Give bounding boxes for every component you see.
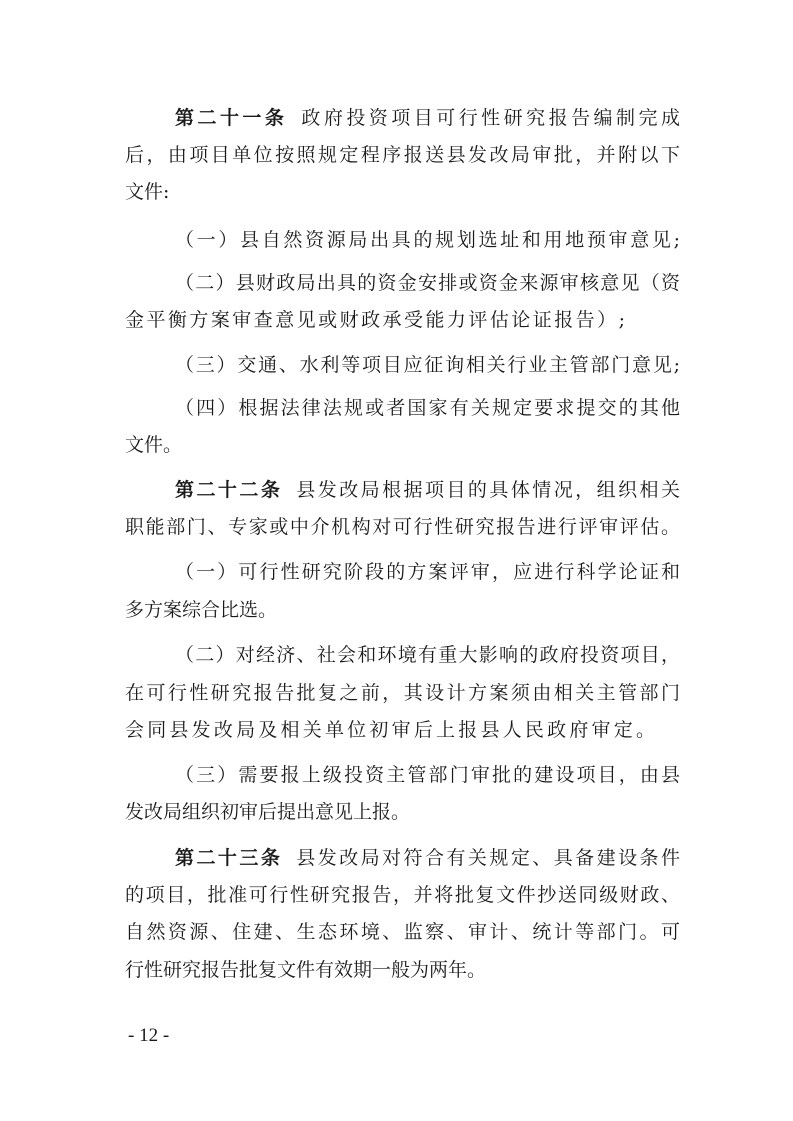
- article-heading: 第二十一条: [175, 107, 288, 129]
- text-line: 职能部门、专家或中介机构对可行性研究报告进行评审评估。: [125, 516, 680, 538]
- text-line: 会同县发改局及相关单位初审后上报县人民政府审定。: [125, 719, 655, 741]
- list-item: （二）对经济、社会和环境有重大影响的政府投资项目，: [175, 644, 680, 666]
- text-line: 多方案综合比选。: [125, 599, 278, 621]
- text-line: 自然资源、住建、生态环境、监察、审计、统计等部门。可: [125, 921, 680, 943]
- article-heading-line: [175, 478, 680, 502]
- article-heading: 第二十二条: [175, 479, 283, 501]
- list-item: （三）交通、水利等项目应征询相关行业主管部门意见;: [175, 354, 680, 376]
- text-line: 在可行性研究报告批复之前，其设计方案须由相关主管部门: [125, 682, 680, 704]
- article-heading-line: [175, 106, 680, 130]
- text-line: 发改局组织初审后提出意见上报。: [125, 801, 411, 823]
- list-item: （一）县自然资源局出具的规划选址和用地预审意见;: [175, 229, 680, 251]
- list-item: （三）需要报上级投资主管部门审批的建设项目，由县: [175, 764, 680, 786]
- text-line: 后，由项目单位按照规定程序报送县发改局审批，并附以下: [125, 144, 680, 166]
- article-heading: 第二十三条: [175, 847, 283, 869]
- text-line: 文件。: [125, 434, 183, 456]
- list-item: （一）可行性研究阶段的方案评审，应进行科学论证和: [175, 561, 680, 583]
- text-line: 金平衡方案审查意见或财政承受能力评估论证报告）;: [125, 309, 625, 331]
- text-line: 行性研究报告批复文件有效期一般为两年。: [125, 959, 487, 981]
- text-line: 县发改局对符合有关规定、具备建设条件: [296, 847, 680, 869]
- list-item: （四）根据法律法规或者国家有关规定要求提交的其他: [175, 397, 680, 419]
- page-number: - 12 -: [128, 1025, 170, 1046]
- text-line: 政府投资项目可行性研究报告编制完成: [301, 107, 680, 129]
- text-line: 文件:: [125, 181, 170, 203]
- article-heading-line: [175, 846, 680, 870]
- text-line: 的项目，批准可行性研究报告，并将批复文件抄送同级财政、: [125, 884, 680, 906]
- list-item: （二）县财政局出具的资金安排或资金来源审核意见（资: [175, 272, 680, 294]
- text-line: 县发改局根据项目的具体情况，组织相关: [296, 479, 680, 501]
